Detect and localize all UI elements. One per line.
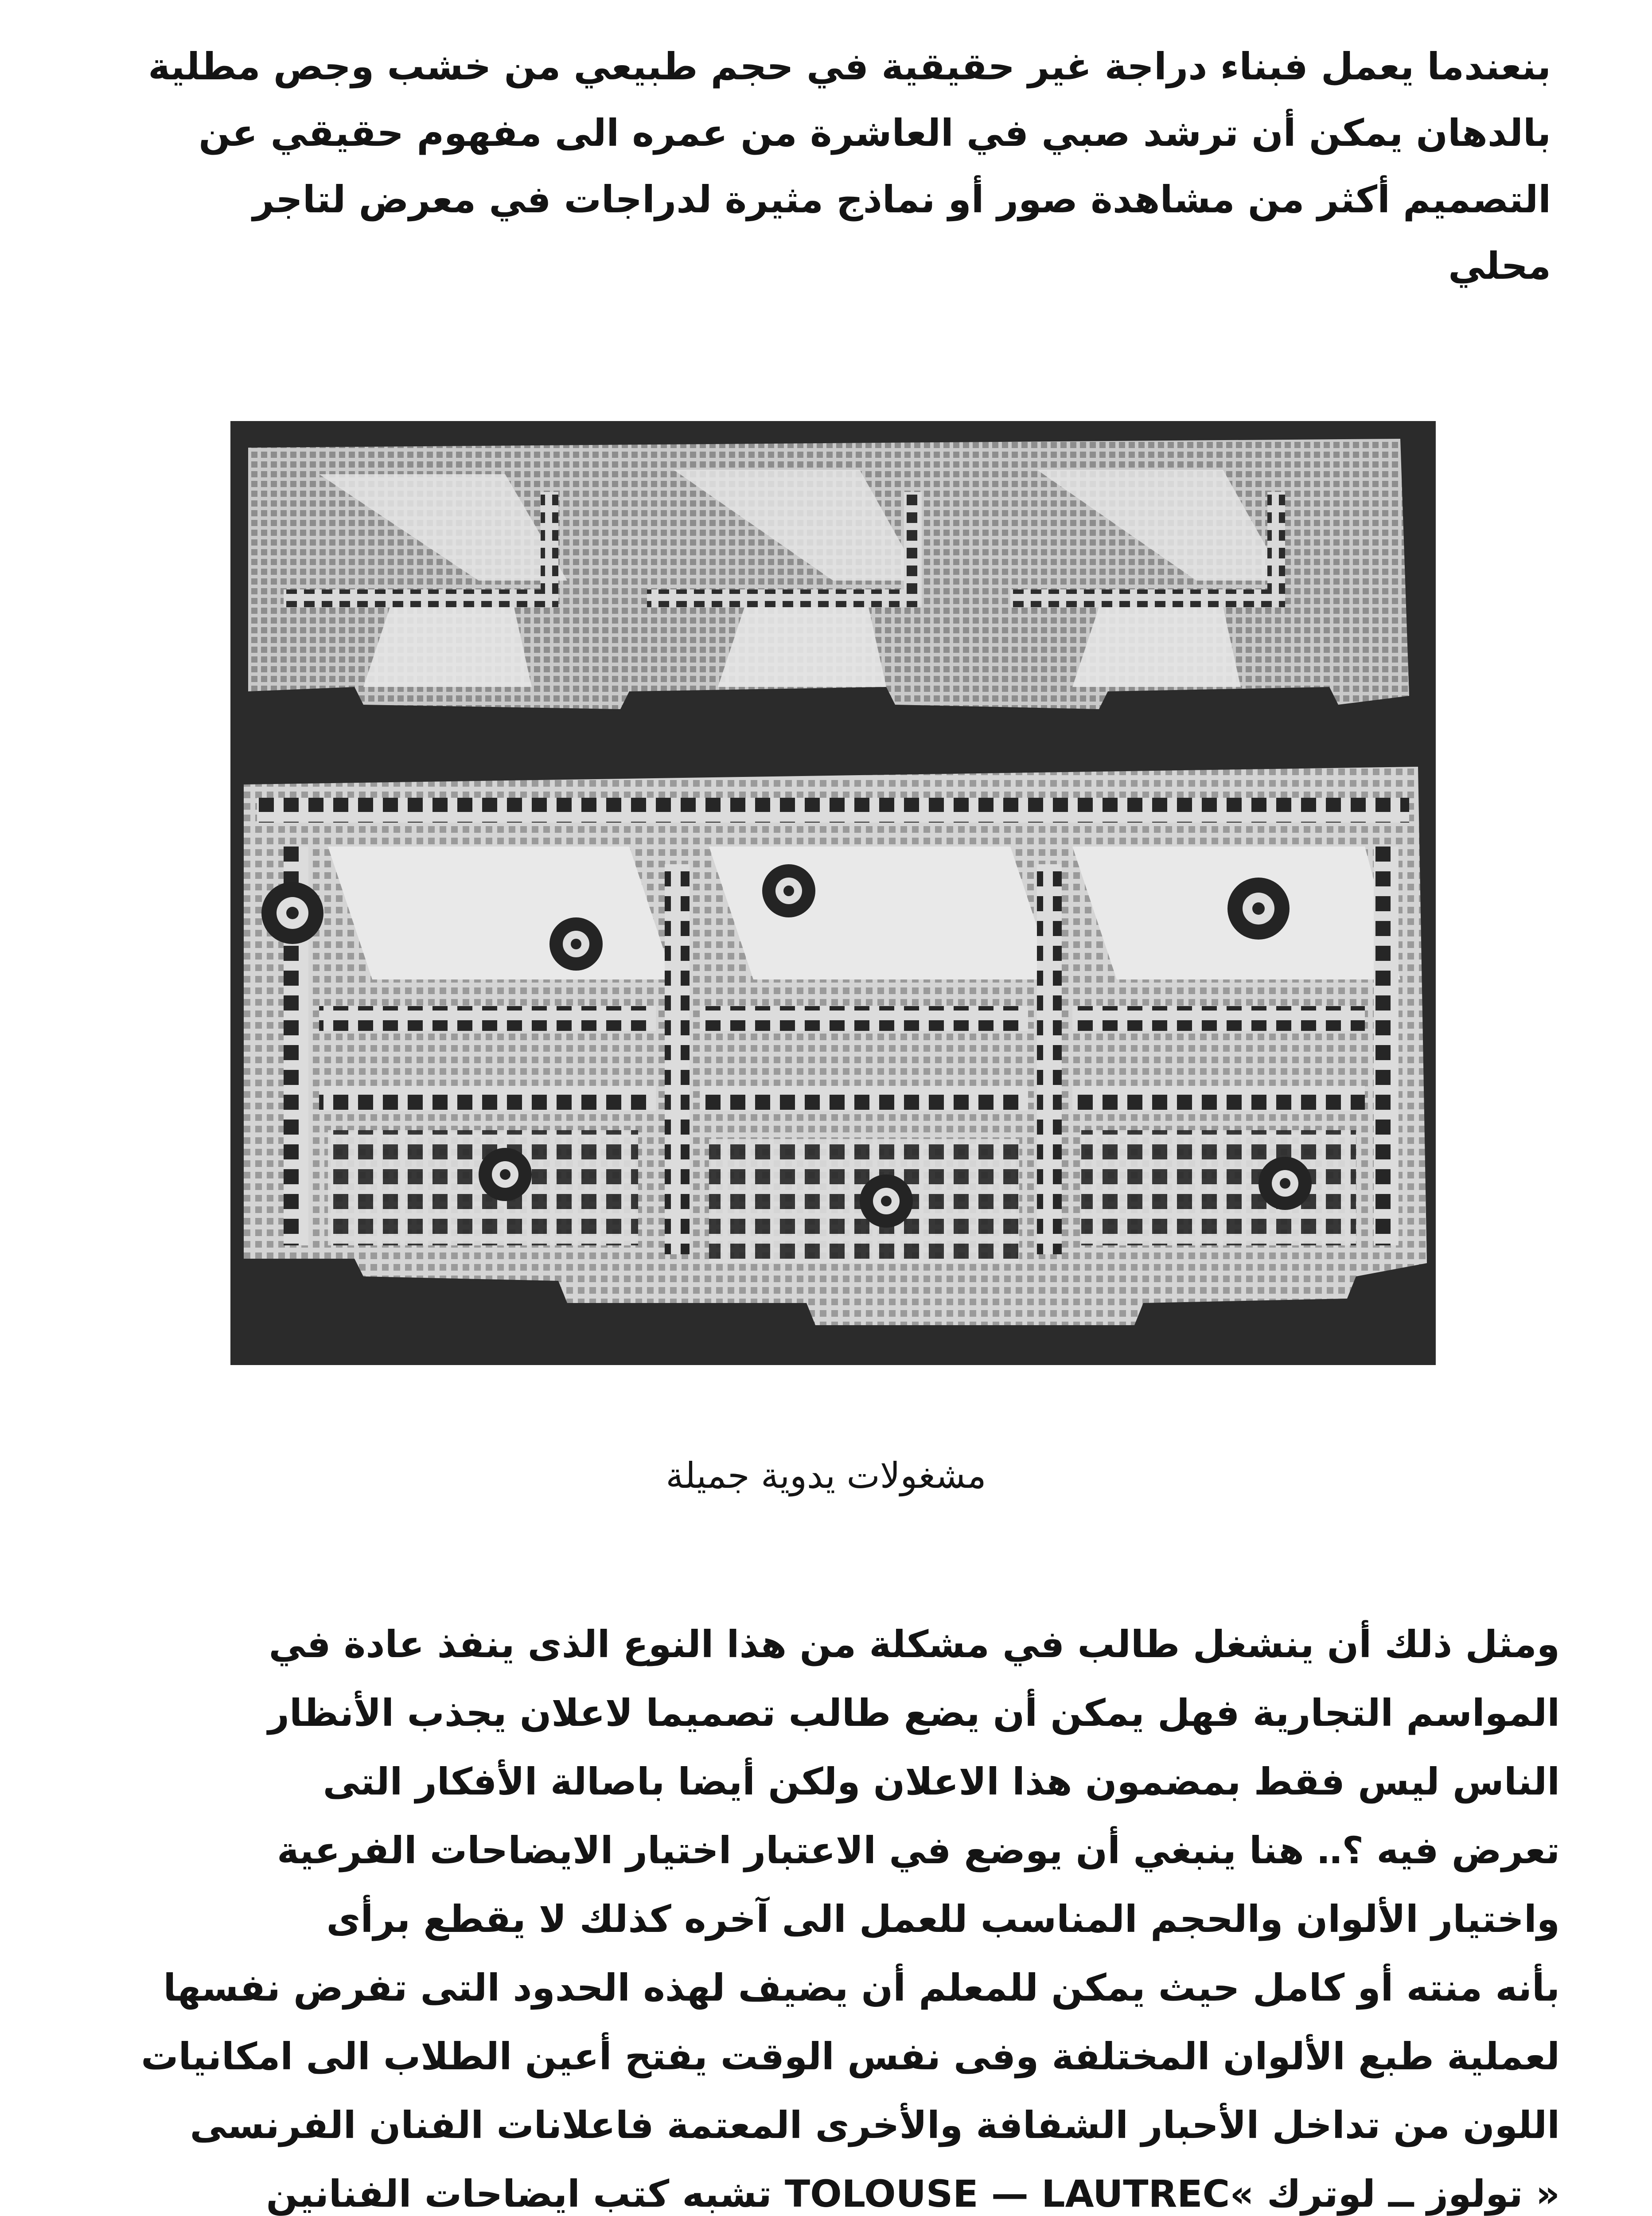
text-line: « تولوز ــ لوترك »TOLOUSE — LAUTREC تشبه كتب ايضاحات الفنانين bbox=[266, 2172, 1560, 2216]
text-line: بالدهان يمكن أن ترشد صبي في العاشرة من عمره الى مفهوم حقيقي عن bbox=[199, 111, 1551, 155]
text-line: واختيار الألوان والحجم المناسب للعمل الى آخره كذلك لا يقطع برأى bbox=[326, 1897, 1560, 1941]
text-line: تعرض فيه ؟‥ هنا ينبغي أن يوضع في الاعتبار اختيار الايضاحات الفرعية bbox=[277, 1829, 1560, 1872]
text-line: محلي bbox=[1448, 244, 1551, 288]
text-line: ومثل ذلك أن ينشغل طالب في مشكلة من هذا النوع الذى ينفذ عادة في bbox=[269, 1623, 1560, 1666]
lower-lace-panel bbox=[244, 767, 1427, 1325]
figure-caption: مشغولات يدوية جميلة bbox=[666, 1455, 986, 1496]
text-line: اللون من تداخل الأحبار الشفافة والأخرى المعتمة فاعلانات الفنان الفرنسى bbox=[190, 2103, 1560, 2147]
text-line: التصميم أكثر من مشاهدة صور أو نماذج مثيرة لدراجات في معرض لتاجر bbox=[253, 178, 1551, 221]
crochet-lace-photo bbox=[230, 421, 1436, 1365]
upper-lace-panel bbox=[248, 439, 1409, 709]
main-paragraph bbox=[106, 1613, 1560, 2216]
text-line: المواسم التجارية فهل يمكن أن يضع طالب تصميما لاعلان يجذب الأنظار bbox=[268, 1691, 1560, 1735]
text-line: بنعندما يعمل فبناء دراجة غير حقيقية في حجم طبيعي من خشب وجص مطلية bbox=[148, 45, 1551, 88]
text-line: الناس ليس فقط بمضمون هذا الاعلان ولكن أيضا باصالة الأفكار التى bbox=[323, 1760, 1560, 1803]
text-line: بأنه منته أو كامل حيث يمكن للمعلم أن يضيف لهذه الحدود التى تفرض نفسها bbox=[163, 1966, 1560, 2009]
text-line: لعملية طبع الألوان المختلفة وفى نفس الوقت يفتح أعين الطلاب الى امكانيات bbox=[141, 2035, 1560, 2078]
top-paragraph bbox=[133, 35, 1551, 301]
